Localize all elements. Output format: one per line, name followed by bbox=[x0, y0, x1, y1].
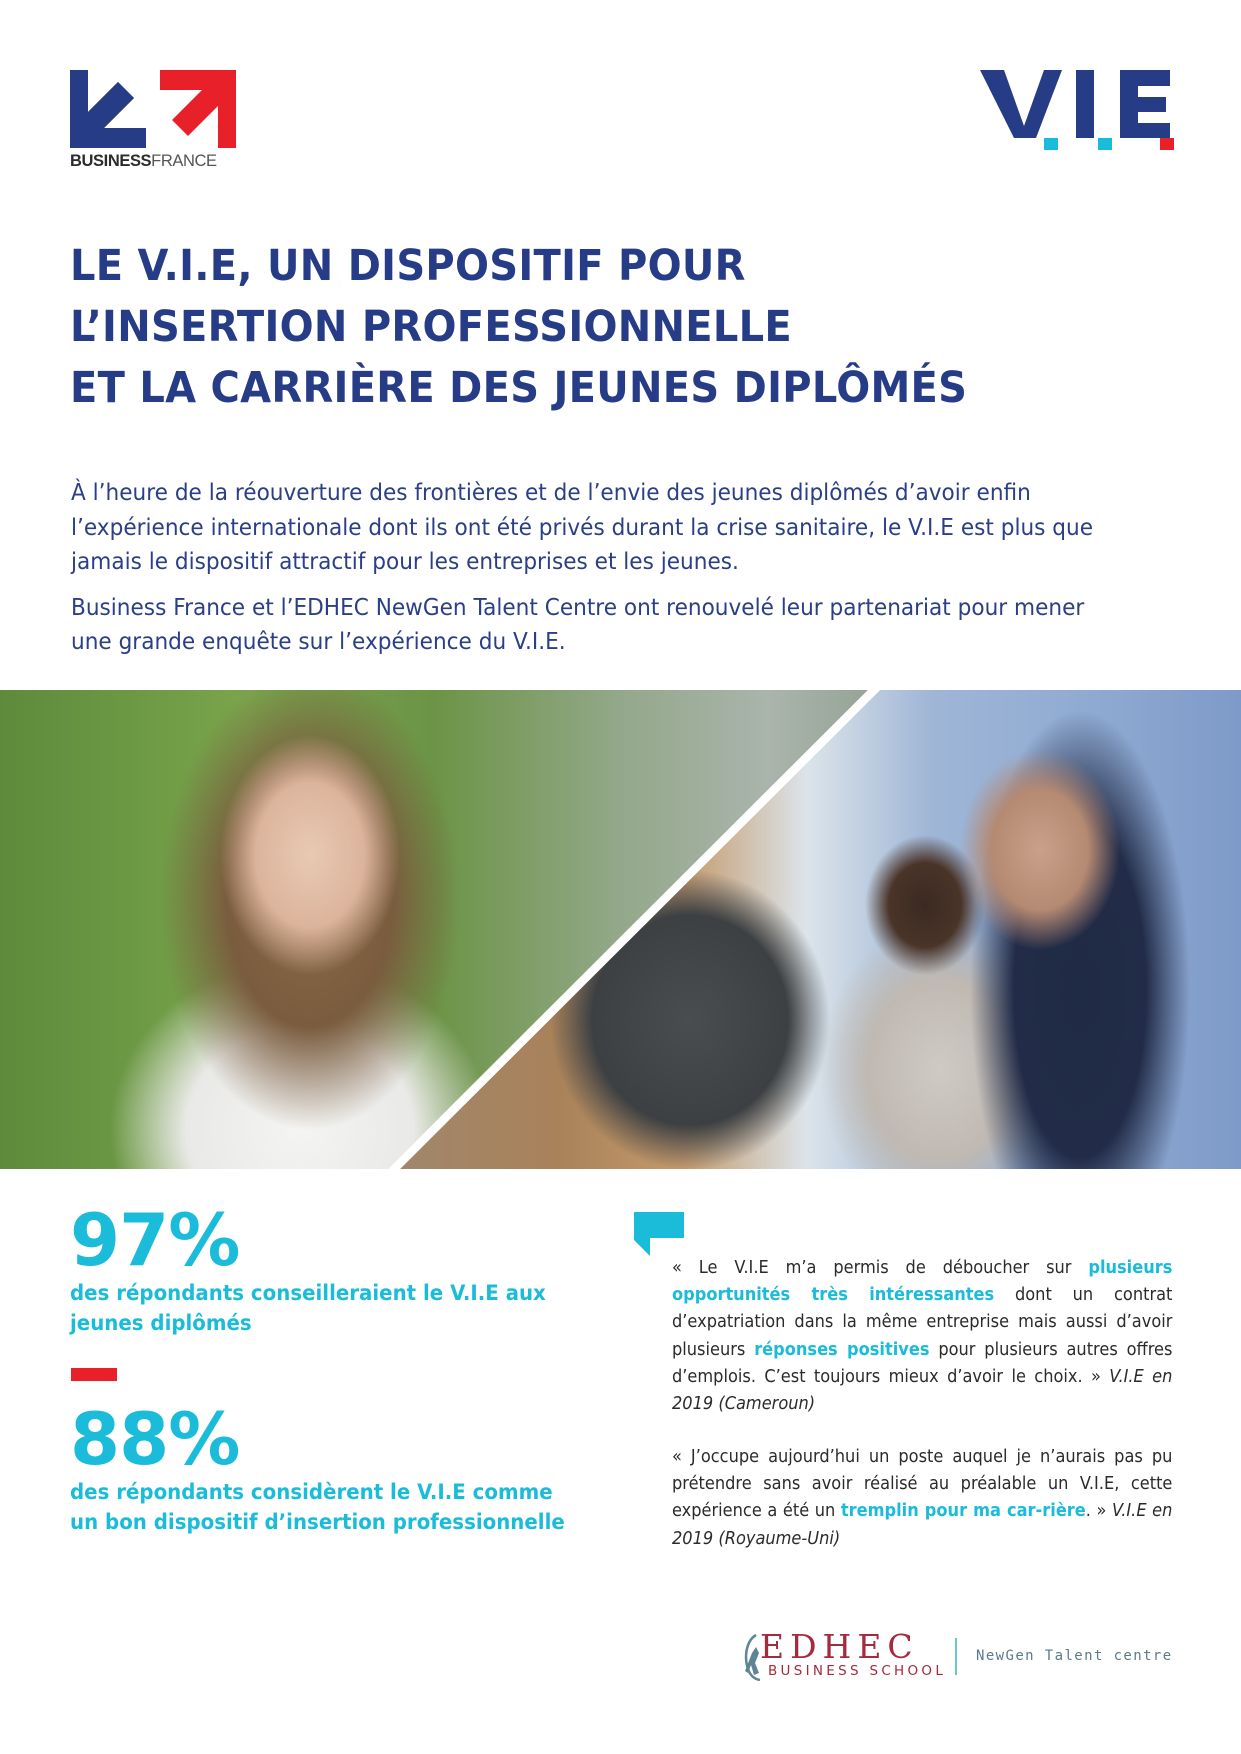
red-separator bbox=[71, 1368, 117, 1381]
vie-logo bbox=[980, 68, 1175, 150]
edhec-logo bbox=[742, 1627, 1182, 1683]
newgen-talent-centre: NewGen Talent centre bbox=[976, 1648, 1173, 1664]
highlight: plusieurs opportunités très intéressantes bbox=[672, 1257, 1173, 1306]
stat-label: des répondants conseilleraient le V.I.E aux jeunes diplômés bbox=[70, 1281, 546, 1336]
title-line-2: L’INSERTION PROFESSIONNELLE bbox=[70, 302, 792, 352]
photo-band bbox=[0, 690, 1241, 1169]
highlight: tremplin pour ma car-rière bbox=[840, 1500, 1086, 1522]
intro-paragraph-1: À l’heure de la réouverture des frontières et de l’envie des jeunes diplômés d’avoir enfin l’expérience internationale dont ils ont été privés durant la crise sanitaire, le V.I.E est plus que jamais le dispositif attractif pour les entreprises et les jeunes. bbox=[71, 478, 1094, 575]
title-line-3: ET LA CARRIÈRE DES JEUNES DIPLÔMÉS bbox=[70, 363, 968, 413]
intro-text bbox=[71, 475, 1131, 659]
stat-recommend bbox=[70, 1198, 630, 1339]
intro-paragraph-2: Business France et l’EDHEC NewGen Talent Centre ont renouvelé leur partenariat pour mener une grande enquête sur l’expérience du V.I.E. bbox=[71, 592, 1085, 655]
stat-value: 88% bbox=[70, 1397, 240, 1481]
quote-source: V.I.E en 2019 (Royaume-Uni) bbox=[672, 1500, 1173, 1549]
business-france-logo bbox=[70, 70, 238, 170]
stat-value: 97% bbox=[70, 1198, 240, 1282]
testimonial-cameroun: « Le V.I.E m’a permis de déboucher sur plusieurs opportunités très intéressantes dont un contrat d’expatriation dans la même entreprise mais aussi d’avoir plusieurs réponses positives pour plusieurs autres offres d’emplois. C’est toujours mieux d’avoir le choix. » V.I.E en 2019 (Cameroun) bbox=[672, 1257, 1173, 1415]
stat-insertion bbox=[70, 1397, 630, 1538]
stat-label: des répondants considèrent le V.I.E comme un bon dispositif d’insertion professionnelle bbox=[70, 1480, 565, 1535]
testimonial-royaume-uni: « J’occupe aujourd’hui un poste auquel je n’aurais pas pu prétendre sans avoir réalisé au préalable un V.I.E, cette expérience a été un tremplin pour ma car-rière. » V.I.E en 2019 (Royaume-Uni) bbox=[672, 1446, 1173, 1549]
highlight: réponses positives bbox=[754, 1338, 930, 1360]
title-line-1: LE V.I.E, UN DISPOSITIF POUR bbox=[70, 241, 746, 291]
edhec-name: EDHEC bbox=[760, 1627, 919, 1666]
business-france-wordmark: BUSINESSFRANCE bbox=[70, 152, 217, 170]
edhec-subtitle: BUSINESS SCHOOL bbox=[768, 1663, 947, 1679]
footer-separator bbox=[955, 1638, 957, 1675]
quote-source: V.I.E en 2019 (Cameroun) bbox=[672, 1365, 1173, 1415]
speech-bubble-icon bbox=[634, 1212, 684, 1256]
business-france-arrows-icon bbox=[70, 70, 236, 148]
page-title bbox=[70, 236, 1180, 419]
